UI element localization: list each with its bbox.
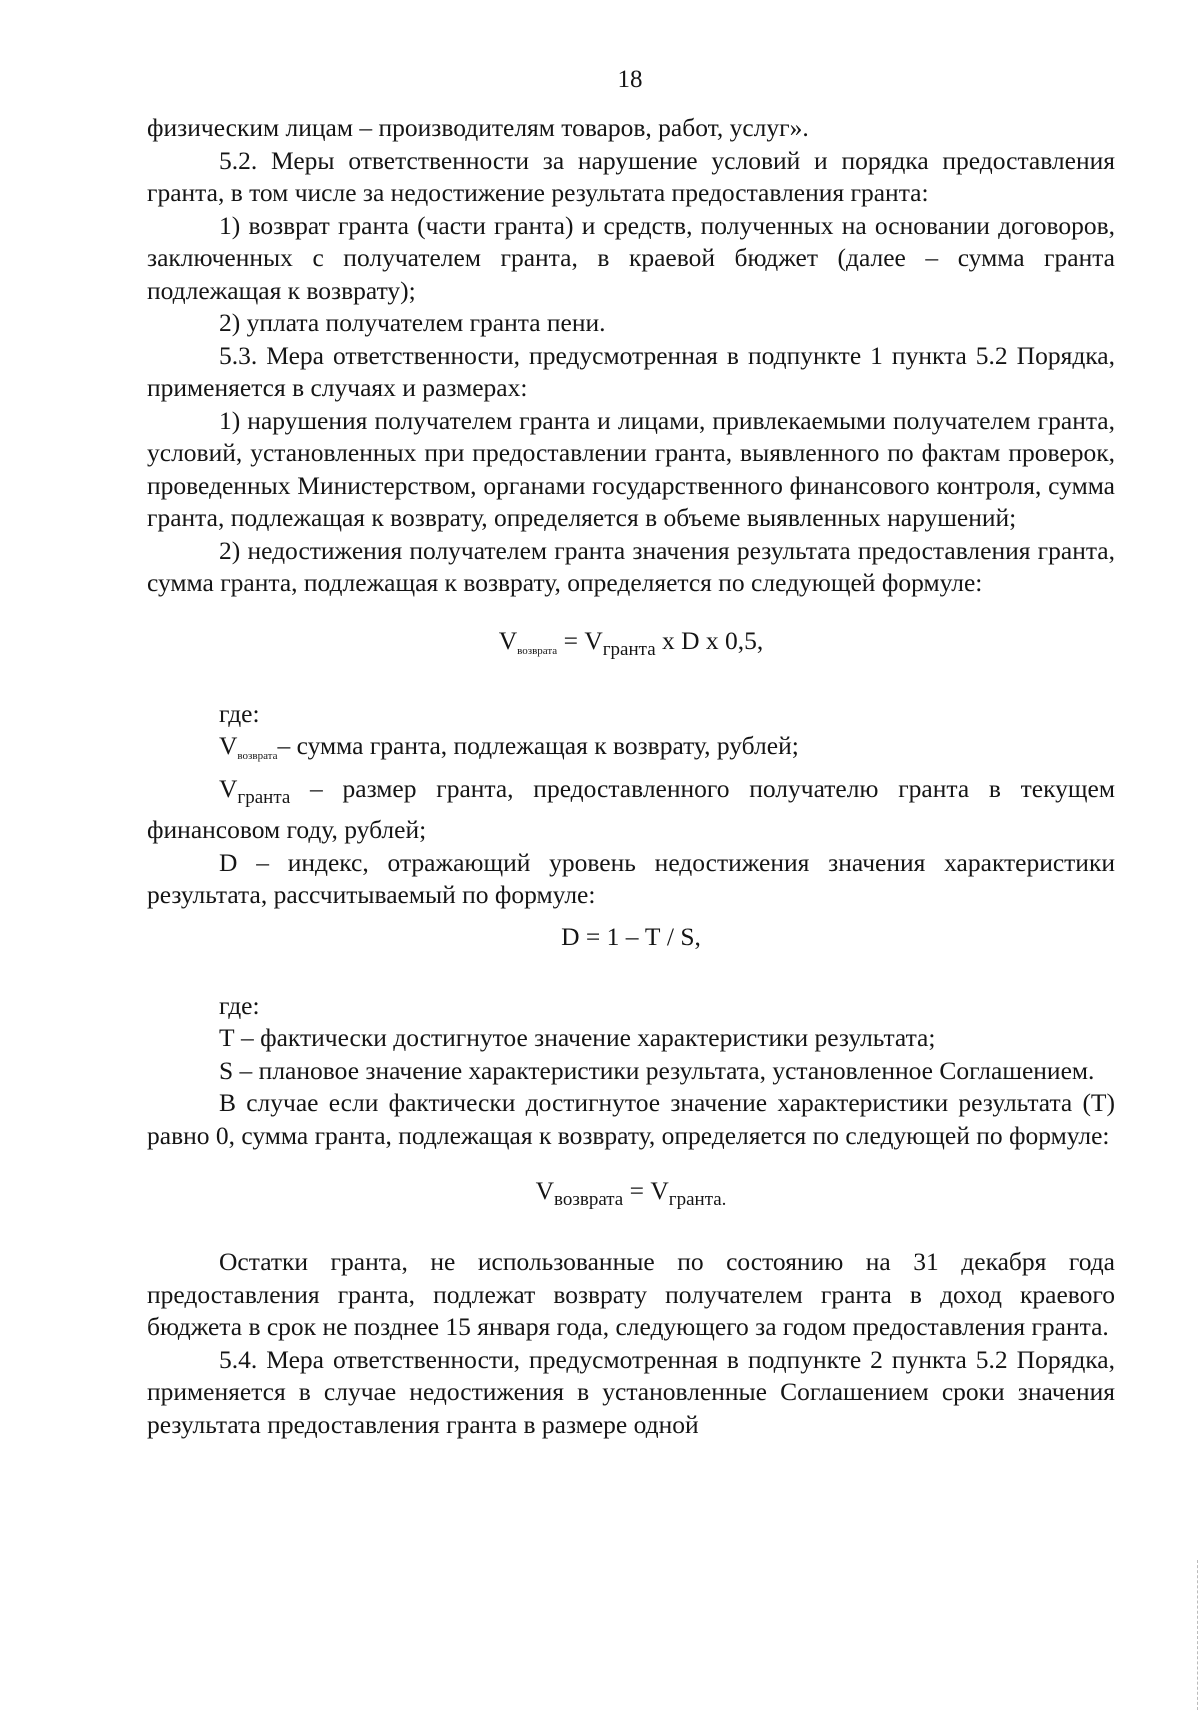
paragraph-5-3: 5.3. Мера ответственности, предусмотренная в подпункте 1 пункта 5.2 Порядка, применяется в случаях и размерах: — [147, 340, 1115, 402]
formula-sub-return: возврата — [554, 1189, 624, 1210]
definition-t: Т – фактически достигнутое значение характеристики результата; — [219, 1023, 936, 1052]
paragraph-5-4: 5.4. Мера ответственности, предусмотренная в подпункте 2 пункта 5.2 Порядка, применяется в случае недостижения в установленные Соглашением сроки значения результата предоставления гранта в размере одной — [147, 1344, 1115, 1439]
symbol-v: V — [219, 773, 238, 803]
formula-sub-grant: гранта — [602, 638, 656, 660]
paragraph-remainder: Остатки гранта, не использованные по состоянию на 31 декабря года предоставления гранта, подлежат возврату получателем гранта в доход краевого бюджета в срок не позднее 15 января года, следующего за годом предоставления гранта. — [147, 1247, 1115, 1341]
document-body — [147, 112, 1115, 1441]
symbol-sub-return: возврата — [237, 750, 278, 762]
formula-equals: = — [623, 1176, 651, 1205]
definition-d: D – индекс, отражающий уровень недостижения значения характеристики результата, рассчитываемый по формуле: — [147, 847, 1115, 909]
definition-v-grant-text: – размер гранта, предоставленного получателю гранта в текущем финансовом году, рублей; — [147, 773, 1115, 844]
definition-v-return-text: – сумма гранта, подлежащая к возврату, рублей; — [277, 731, 799, 760]
formula-v2: V — [584, 625, 603, 655]
paragraph-5-3-item-2: 2) недостижения получателем гранта значения результата предоставления гранта, сумма гранта, подлежащая к возврату, определяется по следующей формуле: — [147, 535, 1115, 597]
page-number: 18 — [617, 66, 643, 93]
formula-sub-grant: гранта. — [668, 1189, 727, 1210]
formula-v2: V — [650, 1176, 669, 1205]
paragraph-zero-result: В случае если фактически достигнутое значение характеристики результата (Т) равно 0, сумма гранта, подлежащая к возврату, определяется по следующей по формуле: — [147, 1088, 1115, 1150]
symbol-v: V — [219, 731, 238, 760]
formula-v: V — [498, 625, 518, 655]
formula-equals: = — [557, 625, 585, 655]
paragraph-5-2-item-1: 1) возврат гранта (части гранта) и средств, полученных на основании договоров, заключенных с получателем гранта, в краевой бюджет (далее – сумма гранта подлежащая к возврату); — [147, 210, 1115, 305]
formula-return-amount — [147, 624, 1115, 658]
formula-v: V — [535, 1176, 554, 1205]
where-label-2: где: — [219, 990, 260, 1020]
paragraph-5-2-item-2: 2) уплата получателем гранта пени. — [219, 308, 606, 337]
formula-sub-return: возврата — [517, 644, 558, 657]
formula-rest: x D x 0,5, — [655, 625, 764, 655]
where-label-1: где: — [219, 698, 260, 728]
symbol-sub-grant: гранта — [237, 786, 291, 808]
definition-v-return — [147, 730, 1115, 773]
definition-v-grant — [147, 773, 1115, 847]
formula-full-return — [147, 1174, 1115, 1208]
formula-index-d: D = 1 – Т / S, — [561, 921, 701, 951]
paragraph-intro: физическим лицам – производителям товаров, работ, услуг». — [147, 113, 809, 142]
definition-s: S – плановое значение характеристики результата, установленное Соглашением. — [219, 1055, 1095, 1085]
paragraph-5-2: 5.2. Меры ответственности за нарушение условий и порядка предоставления гранта, в том числе за недостижение результата предоставления гранта: — [147, 145, 1115, 207]
paragraph-5-3-item-1: 1) нарушения получателем гранта и лицами, привлекаемыми получателем гранта, условий, установленных при предоставлении гранта, выявленного по фактам проверок, проведенных Министерством, органами государственного финансового контроля, сумма гранта, подлежащая к возврату, определяется в объеме выявленных нарушений; — [147, 405, 1115, 532]
